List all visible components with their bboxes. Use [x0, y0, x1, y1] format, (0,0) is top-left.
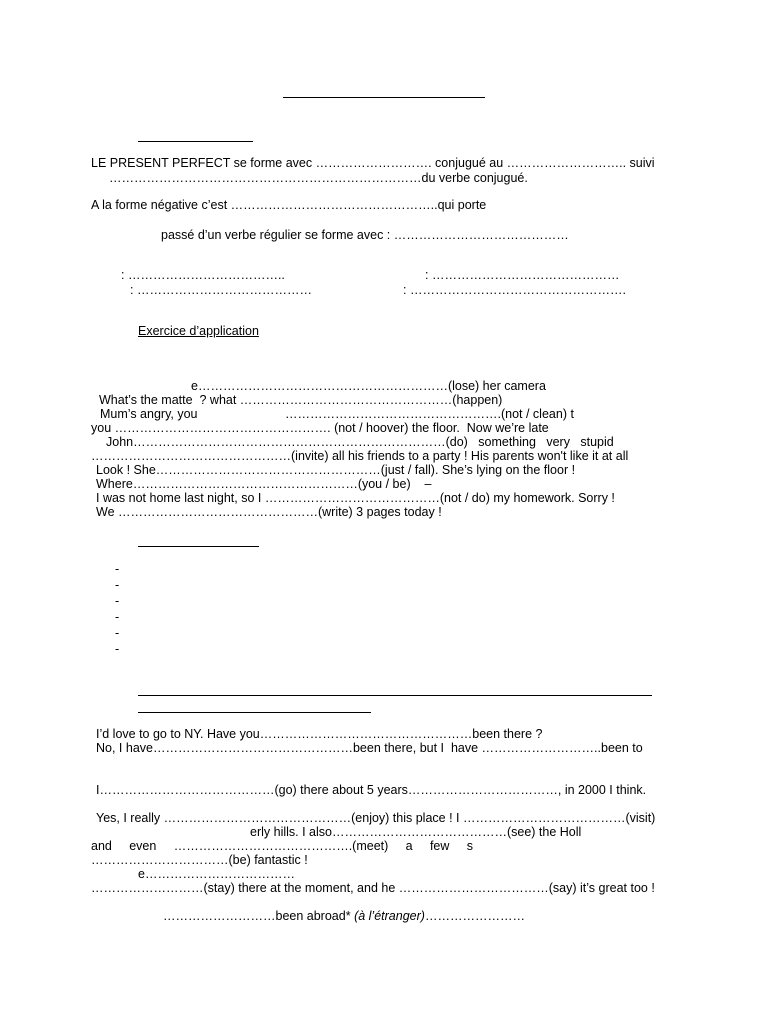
title-rule — [283, 97, 485, 98]
dash-item: - — [115, 562, 120, 576]
exercise-line: I was not home last night, so I ……………………………………(not / do) my homework. Sorry ! — [96, 491, 615, 505]
dialogue-line: and even …………………………………….(meet) a few s — [91, 839, 474, 853]
exercise-line: …………………………………………….(not / clean) t — [285, 407, 574, 421]
dialogue-line-last-b: (à l’étranger) — [354, 909, 425, 923]
short-rule — [138, 712, 371, 713]
dialogue-line: e……………………………… — [138, 867, 295, 881]
exercise-line: We …………………………………………(write) 3 pages today ! — [96, 505, 442, 519]
exercise-line: …………………………………………(invite) all his friends to a party ! His parents won't like it at all — [91, 449, 629, 463]
section-heading-rule-1 — [138, 141, 253, 142]
blank-b2: : ……………………………………………. — [403, 283, 626, 297]
exercise-title: Exercice d’application — [138, 324, 259, 338]
dialogue-line: erly hills. I also……………………………………(see) the Holl — [250, 825, 582, 839]
dialogue-line-last-a: ………………………been abroad* — [163, 909, 351, 923]
dash-item: - — [115, 594, 120, 608]
dash-item: - — [115, 578, 120, 592]
exercise-line: you ……………………………………………. (not / hoover) the floor. Now we’re late — [91, 421, 549, 435]
exercise-line: e……………………………………………………(lose) her camera — [191, 379, 546, 393]
exercise-line: What’s the matte ? what ……………………………………………(happen) — [99, 393, 503, 407]
exercise-line: Look ! She………………………………………………(just / fall). She’s lying on the floor ! — [96, 463, 576, 477]
dash-item: - — [115, 610, 120, 624]
dialogue-line: ………………………(stay) there at the moment, and he ………………………………(say) it’s great too ! — [91, 881, 655, 895]
exercise-line: John…………………………………………………………………(do) something very stupid — [106, 435, 614, 449]
dialogue-line: I……………………………………(go) there about 5 years………………………………, in 2000 I think. — [96, 783, 647, 797]
rule-line-2: A la forme négative c’est …………………………………………..qui porte — [91, 198, 487, 212]
dialogue-line-last — [163, 909, 525, 923]
long-rule — [138, 695, 652, 696]
dialogue-line: No, I have…………………………………………been there, but I have ………………………..been to — [96, 741, 643, 755]
dash-item: - — [115, 626, 120, 640]
blank-b1: : …………………………………… — [130, 283, 312, 297]
dialogue-line: I’d love to go to NY. Have you……………………………………………been there ? — [96, 727, 543, 741]
dialogue-line-last-c: …………………… — [424, 909, 525, 923]
dialogue-line: Yes, I really ………………………………………(enjoy) this place ! I …………………………………(visit) — [96, 811, 656, 825]
rule-line-3: passé d’un verbe régulier se forme avec : …………………………………… — [161, 228, 569, 242]
rule-line-1a: LE PRESENT PERFECT se forme avec ………………………. conjugué au ……………………….. suivi — [91, 156, 655, 170]
rule-line-1b: …………………………………………………………………du verbe conjugué. — [109, 171, 528, 185]
blank-a1: : ……………………………….. — [121, 268, 285, 282]
exercise-line: Where………………………………………………(you / be) – — [96, 477, 432, 491]
blank-a2: : ……………………………………… — [425, 268, 620, 282]
dialogue-line: ……………………………(be) fantastic ! — [91, 853, 308, 867]
section-heading-rule-2 — [138, 546, 259, 547]
exercise-line: Mum’s angry, you — [100, 407, 198, 421]
dash-item: - — [115, 642, 120, 656]
